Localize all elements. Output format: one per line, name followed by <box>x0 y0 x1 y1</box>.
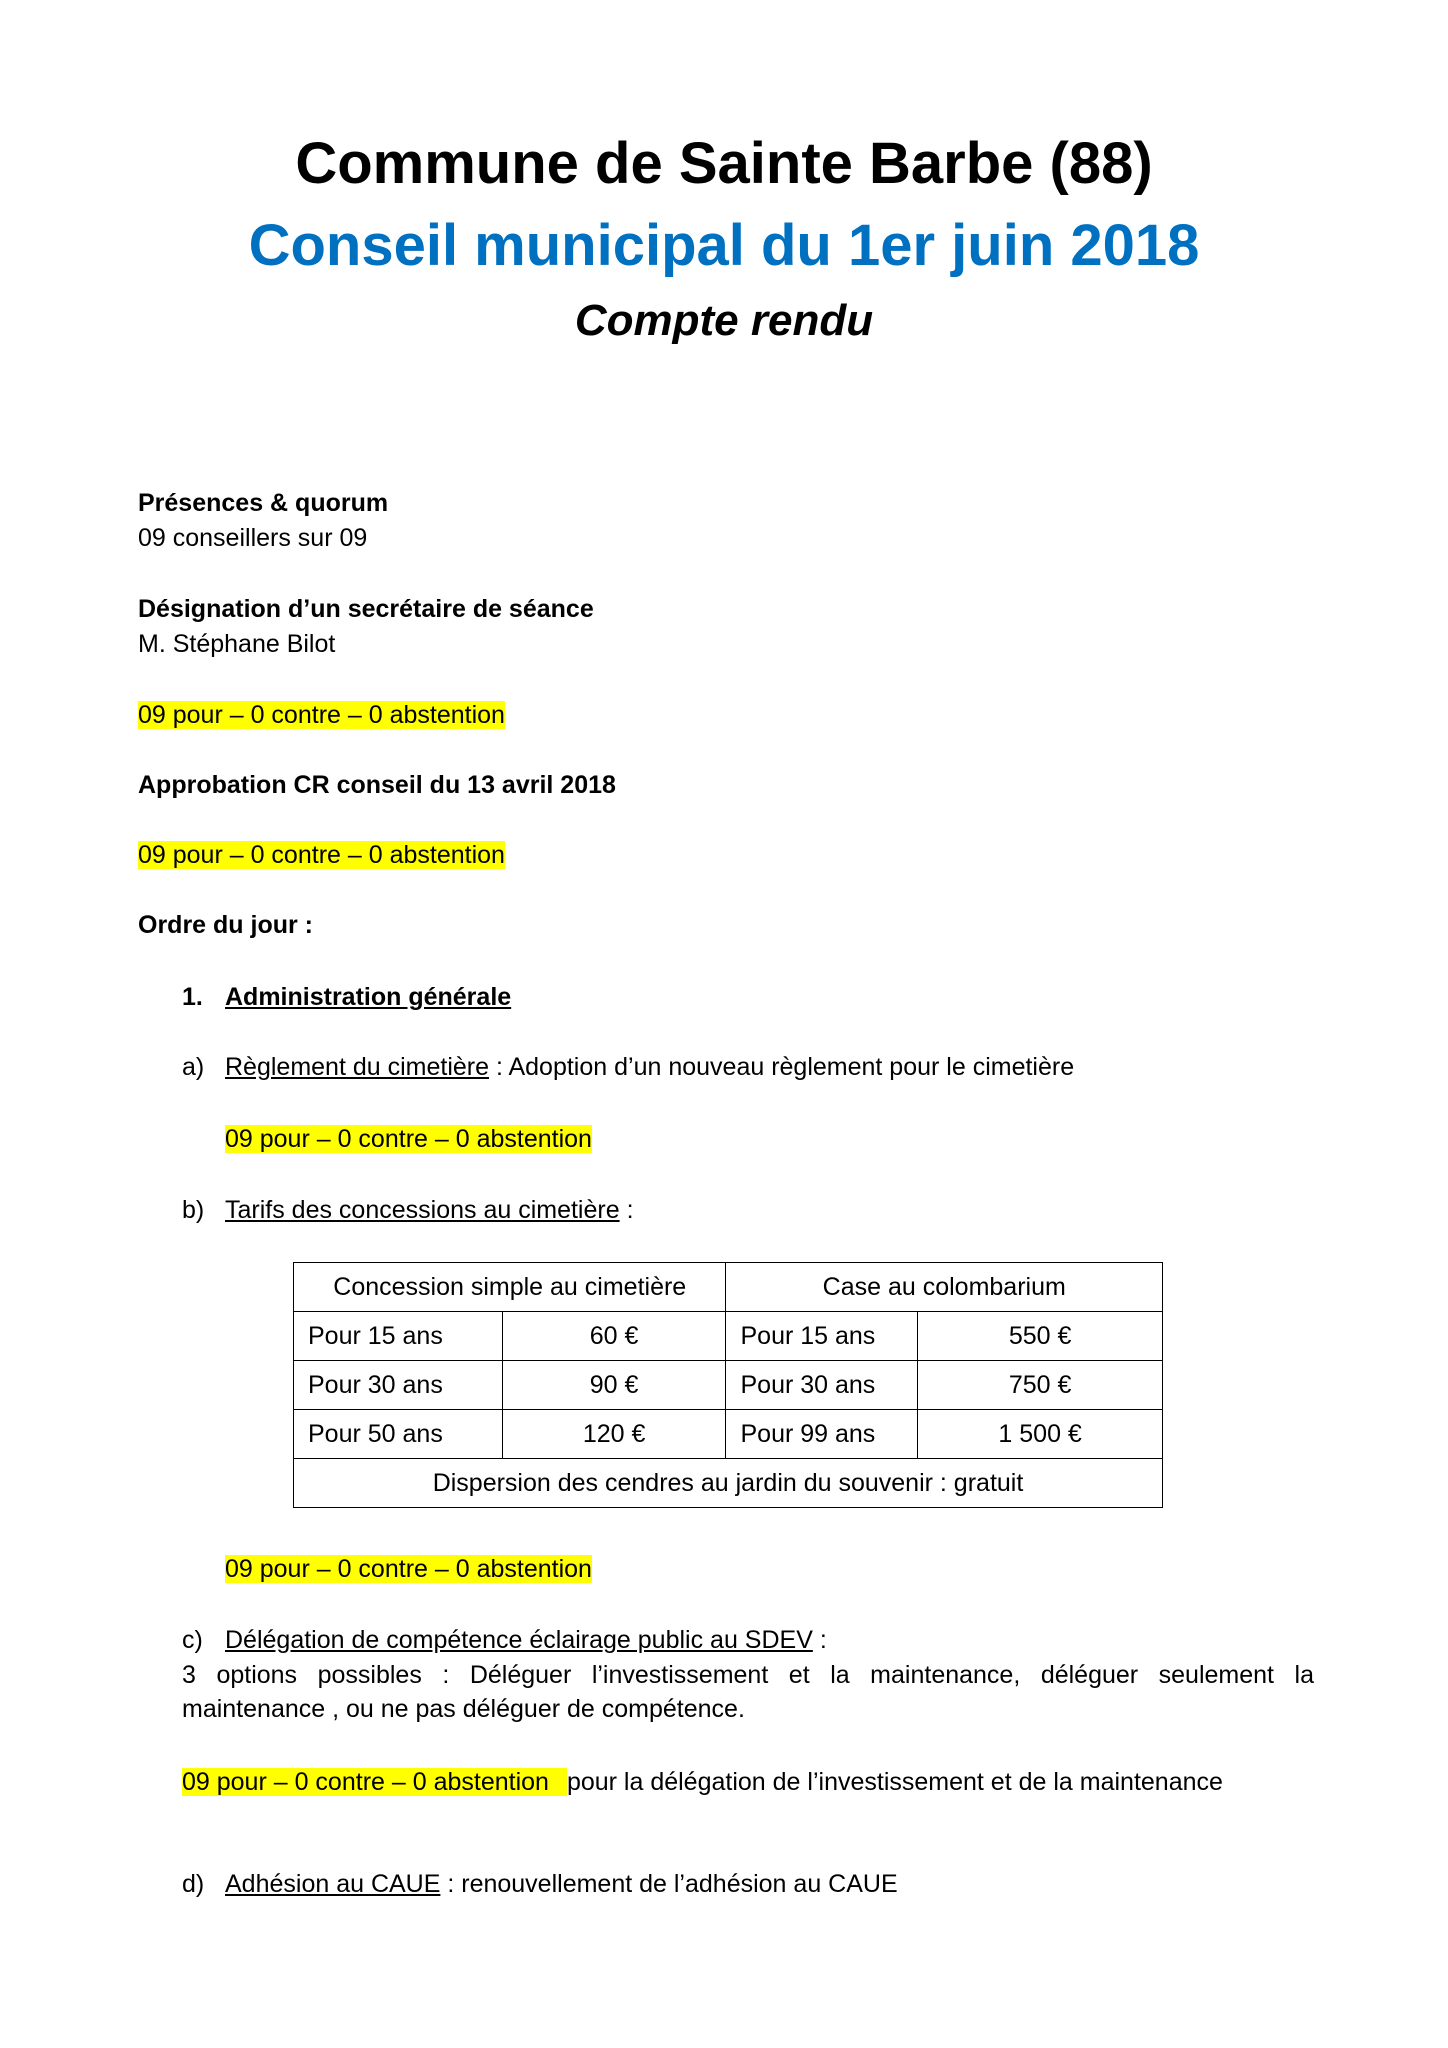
table-cell: Pour 15 ans <box>726 1312 918 1361</box>
item-a <box>225 1050 1074 1084</box>
item-b-title: Tarifs des concessions au cimetière <box>225 1196 620 1224</box>
table-cell: 550 € <box>918 1312 1163 1361</box>
presences-text: 09 conseillers sur 09 <box>138 524 368 552</box>
vote-highlight: 09 pour – 0 contre – 0 abstention <box>182 1768 567 1796</box>
table-cell: Pour 30 ans <box>294 1361 503 1410</box>
vote-secretaire <box>138 698 505 732</box>
vote-highlight: 09 pour – 0 contre – 0 abstention <box>225 1555 592 1583</box>
table-cell: Pour 30 ans <box>726 1361 918 1410</box>
section-1-number: 1. <box>182 983 203 1011</box>
item-a-text: : Adoption d’un nouveau règlement pour le cimetière <box>489 1053 1075 1081</box>
item-c-text: : <box>812 1626 827 1654</box>
item-d-letter: d) <box>182 1870 205 1898</box>
item-c-vote-suffix: pour la délégation de l’investissement et de la maintenance <box>566 1768 1223 1796</box>
tarifs-table <box>293 1262 1163 1508</box>
secretaire-heading: Désignation d’un secrétaire de séance <box>138 595 594 623</box>
approbation-heading: Approbation CR conseil du 13 avril 2018 <box>138 771 616 799</box>
table-cell: Pour 99 ans <box>726 1410 918 1459</box>
table-row <box>294 1410 1163 1459</box>
ordre-heading: Ordre du jour : <box>138 911 313 939</box>
vote-item-a <box>225 1122 592 1156</box>
section-1-title: Administration générale <box>225 983 512 1011</box>
item-b-letter: b) <box>182 1196 205 1224</box>
item-d-text: : renouvellement de l’adhésion au CAUE <box>440 1870 898 1898</box>
table-cell: 750 € <box>918 1361 1163 1410</box>
meeting-title: Conseil municipal du 1er juin 2018 <box>248 213 1200 278</box>
table-cell: 90 € <box>502 1361 726 1410</box>
item-c-body: 3 options possibles : Déléguer l’investissement et la maintenance, déléguer seulement la maintenance , ou ne pas déléguer de compétence. <box>182 1661 1314 1723</box>
table-cell: 1 500 € <box>918 1410 1163 1459</box>
item-c-letter: c) <box>182 1626 203 1654</box>
secretaire-text: M. Stéphane Bilot <box>138 630 336 658</box>
vote-highlight: 09 pour – 0 contre – 0 abstention <box>138 841 505 869</box>
table-header-row <box>294 1263 1163 1312</box>
item-d <box>225 1867 898 1901</box>
vote-item-b <box>225 1552 592 1586</box>
table-cell: Pour 50 ans <box>294 1410 503 1459</box>
table-cell: 120 € <box>502 1410 726 1459</box>
table-header-colombarium: Case au colombarium <box>726 1263 1163 1312</box>
item-b <box>225 1193 634 1227</box>
item-b-text: : <box>619 1196 634 1224</box>
vote-highlight: 09 pour – 0 contre – 0 abstention <box>225 1125 592 1153</box>
presences-heading: Présences & quorum <box>138 489 389 517</box>
item-c-title: Délégation de compétence éclairage public au SDEV <box>225 1626 813 1654</box>
table-row <box>294 1361 1163 1410</box>
item-a-letter: a) <box>182 1053 205 1081</box>
document-title: Commune de Sainte Barbe (88) <box>295 131 1153 196</box>
item-c <box>225 1623 827 1657</box>
vote-approbation <box>138 838 505 872</box>
table-row <box>294 1312 1163 1361</box>
table-cell: Pour 15 ans <box>294 1312 503 1361</box>
report-label: Compte rendu <box>574 296 874 345</box>
item-a-title: Règlement du cimetière <box>225 1053 490 1081</box>
table-header-concession: Concession simple au cimetière <box>294 1263 726 1312</box>
item-d-title: Adhésion au CAUE <box>225 1870 441 1898</box>
vote-highlight: 09 pour – 0 contre – 0 abstention <box>138 701 505 729</box>
table-footer: Dispersion des cendres au jardin du souvenir : gratuit <box>294 1459 1163 1508</box>
table-footer-row <box>294 1459 1163 1508</box>
vote-item-c <box>182 1765 1223 1799</box>
table-cell: 60 € <box>502 1312 726 1361</box>
